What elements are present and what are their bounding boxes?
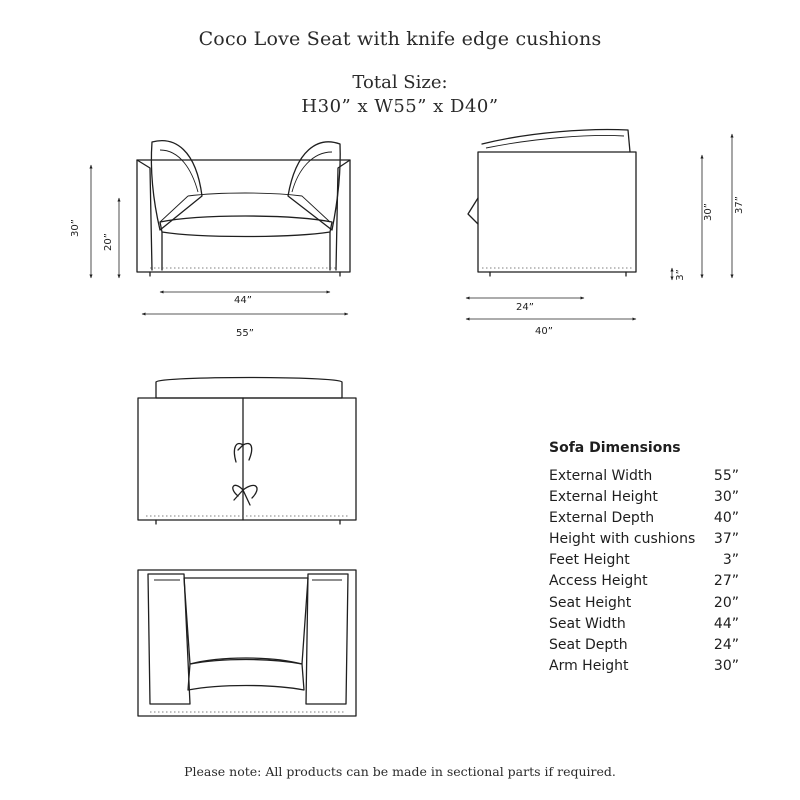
specs-title: Sofa Dimensions: [549, 440, 681, 456]
page-title: Coco Love Seat with knife edge cushions: [198, 28, 602, 50]
spec-row: [549, 508, 739, 529]
spec-row: [549, 571, 739, 592]
spec-row: [549, 656, 739, 677]
spec-value: 30”: [713, 489, 739, 506]
side-body: [478, 152, 636, 272]
spec-label: Access Height: [549, 573, 648, 590]
front-left-arm: [137, 160, 152, 270]
front-dimensions: [70, 165, 348, 339]
side-back-cushion: [482, 130, 630, 152]
dim-label-30-front: 30”: [70, 219, 81, 237]
spec-label: External Width: [549, 468, 653, 484]
side-view-drawing: [468, 130, 636, 276]
back-view-drawing: [138, 378, 356, 525]
front-seat-cushion: [160, 216, 332, 237]
total-size-value: H30” x W55” x D40”: [301, 96, 499, 117]
spec-row: [549, 529, 739, 550]
spec-value: 44”: [713, 615, 739, 632]
spec-label: Seat Depth: [549, 636, 628, 653]
front-right-arm: [336, 160, 350, 270]
front-right-back-cushion: [288, 142, 340, 230]
spec-row: [549, 635, 739, 656]
spec-value: 40”: [713, 510, 739, 527]
side-dimensions: [466, 134, 745, 337]
dim-label-30-side: 30”: [703, 203, 714, 221]
footer-note: Please note: All products can be made in sectional parts if required.: [184, 764, 616, 779]
front-left-back-cushion: [151, 141, 202, 230]
top-seat-cushion: [184, 578, 308, 664]
spec-row: [549, 614, 739, 635]
spec-row: [549, 550, 739, 571]
top-right-arm-cushion: [306, 574, 348, 704]
dim-label-40: 40”: [535, 326, 553, 337]
top-left-arm-cushion: [148, 574, 190, 704]
dim-label-20: 20”: [103, 233, 114, 251]
back-tie-lower: [233, 485, 257, 505]
spec-row: [549, 487, 739, 508]
spec-label: External Height: [549, 489, 658, 506]
side-cushion-edge: [468, 198, 478, 224]
spec-value: 24”: [713, 636, 739, 653]
spec-value: 3”: [722, 552, 739, 569]
back-top-cushion: [156, 378, 342, 399]
spec-label: Height with cushions: [549, 531, 696, 548]
spec-value: 37”: [713, 531, 739, 548]
spec-value: 55”: [713, 468, 739, 484]
spec-label: Seat Height: [549, 594, 632, 611]
dim-label-44: 44”: [234, 295, 252, 306]
spec-value: 27”: [713, 573, 739, 590]
spec-value: 30”: [713, 657, 739, 674]
total-size-label: Total Size:: [352, 72, 448, 93]
top-view-drawing: [138, 570, 356, 716]
top-front-cushion: [188, 658, 304, 690]
back-body: [138, 398, 356, 520]
sofa-dimensions-table: [549, 440, 739, 677]
dim-label-37: 37”: [734, 196, 745, 214]
spec-row: [549, 593, 739, 614]
front-skirt: [162, 232, 330, 270]
dim-label-55: 55”: [236, 328, 254, 339]
spec-label: External Depth: [549, 510, 655, 527]
spec-label: Feet Height: [549, 552, 630, 569]
dim-label-3: 3”: [675, 269, 686, 281]
front-view-drawing: [137, 141, 350, 276]
spec-label: Arm Height: [549, 657, 629, 674]
spec-label: Seat Width: [549, 615, 626, 632]
spec-row: [549, 466, 739, 487]
dim-label-24: 24”: [516, 302, 534, 313]
top-outer-frame: [138, 570, 356, 716]
spec-value: 20”: [713, 594, 739, 611]
